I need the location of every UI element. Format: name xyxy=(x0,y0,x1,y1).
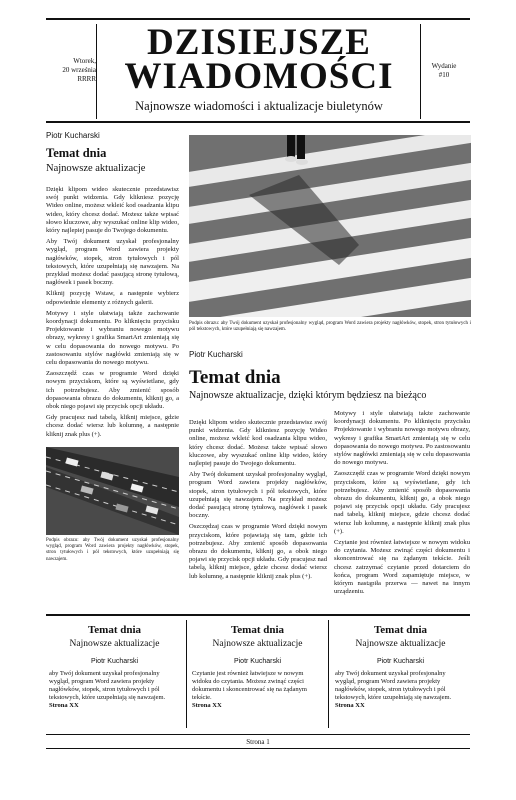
date-line: RRRR xyxy=(77,75,96,83)
title-line: DZISIEJSZE xyxy=(147,22,371,63)
footer-top-rule xyxy=(46,614,470,616)
newsletter-tagline: Najnowsze wiadomości i aktualizacje biuletynów xyxy=(135,99,383,113)
masthead-top-rule xyxy=(46,18,470,20)
highway-photo xyxy=(46,447,179,535)
paragraph: Aby Twój dokument uzyskał profesjonalny wygląd, program Word zawiera projekty nagłówków, stopek, stron tytułowych i pól tekstowych, które uzupełniają się nawzajem. Na przykład możesz dodać pasującą stronę tytułową, nagłówek i pasek boczny. xyxy=(46,238,179,287)
paragraph: Zaoszczędź czas w programie Word dzięki nowym przyciskom, które są wyświetlane, gdy ich potrzebujesz. Aby zmienić sposób dopasowania obrazu do dokumentu, kliknij go, a obok niego pojawi się przycisk opcji układu. xyxy=(46,370,179,411)
paragraph: Dzięki klipom wideo skutecznie przedstawisz swój punkt widzenia. Gdy klikniesz pozycję Wideo online, możesz wkleić kod osadzania klipu wideo, który chcesz dodać. Możesz także wpisać słowo kluczowe, aby wyszukać online klip wideo, który najlepiej pasuje do Twojego dokumentu. xyxy=(189,419,327,468)
paragraph: Oszczędzaj czas w programie Word dzięki nowym przyciskom, które pojawiają się tam, gdzie ich potrzebujesz. Aby zmienić sposób dopasowania obrazu do dokumentu, kliknij go, a obok niego pojawi się przycisk opcji układu. Gdy pracujesz nad tabelą, kliknij miejsce, gdzie chcesz dodać wiersz lub kolumnę, a następnie kliknij znak plus (+). xyxy=(189,523,327,580)
edition-label: Wydanie xyxy=(431,62,457,70)
teaser-title: Temat dnia xyxy=(230,624,285,636)
crosswalk-photo-caption: Podpis obrazu: aby Twój dokument uzyskał profesjonalny wygląd, program Word zawiera projekty nagłówków, stopek, stron tytułowych i pól tekstowych, które uzupełniają się nawzajem. xyxy=(189,321,471,333)
highway-image xyxy=(46,447,179,535)
article-title: Temat dnia xyxy=(46,146,107,160)
paragraph: Motywy i style ułatwiają także zachowanie koordynacji dokumentu. Po kliknięciu przycisku Projektowanie i wybraniu nowego motywu obrazy, wykresy i grafika SmartArt zmieniają się w celu dopasowania do nowego motywu. Po zastosowaniu stylów nagłówki zmieniają się w celu dopasowania do nowego motywu. xyxy=(46,309,179,367)
date-line: Wtorek, xyxy=(73,57,96,65)
article-author: Piotr Kucharski xyxy=(46,131,100,140)
teaser-body: aby Twój dokument uzyskał profesjonalny wygląd, program Word zawiera projekty nagłówków, stopek, stron tytułowych i pól tekstowych, które uzupełniają się nawzajem. xyxy=(335,670,452,701)
teaser-subtitle: Najnowsze aktualizacje xyxy=(212,639,303,649)
crosswalk-image xyxy=(189,135,471,317)
edition-number xyxy=(424,62,464,80)
footer-teaser xyxy=(192,624,323,709)
footer-teaser xyxy=(49,624,180,709)
footer-teaser xyxy=(335,624,466,709)
edition-value: #10 xyxy=(438,71,450,79)
highway-photo-caption: Podpis obrazu: aby Twój dokument uzyskał profesjonalny wygląd, program Word zawiera projekty nagłówków, stopek, stron tytułowych i pól tekstowych, które uzupełniają się nawzajem. xyxy=(46,538,179,562)
paragraph: Zaoszczędź czas w programie Word dzięki nowym przyciskom, które są wyświetlane, gdy ich potrzebujesz. Aby zmienić sposób dopasowania obrazu do dokumentu, kliknij go, a obok niego pojawi się przycisk opcji układu. Gdy pracujesz nad tabelą, kliknij miejsce, gdzie chcesz dodać wiersz lub kolumnę, a następnie kliknij znak plus (+). xyxy=(334,470,470,535)
teaser-page-link[interactable]: Strona XX xyxy=(49,702,79,709)
teaser-author: Piotr Kucharski xyxy=(376,658,425,665)
page-footer-rule-left xyxy=(46,734,470,735)
teaser-body: Czytanie jest również łatwiejsze w nowym widoku do czytania. Możesz zwinąć części dokumentu i skoncentrować się na żądanym tekście. xyxy=(192,670,307,701)
teaser-author: Piotr Kucharski xyxy=(233,658,282,665)
paragraph: Motywy i style ułatwiają także zachowanie koordynacji dokumentu. Po kliknięciu przycisku Projektowanie i wybraniu nowego motywu obrazy, wykresy i grafika SmartArt zmieniają się w celu dopasowania do nowego motywu. Po zastosowaniu stylów nagłówki zmieniają się w celu dopasowania do nowego motywu. xyxy=(334,410,470,467)
left-article xyxy=(46,131,179,442)
masthead-left-divider xyxy=(96,24,97,119)
main-article-column-1 xyxy=(189,419,327,584)
main-article-subtitle: Najnowsze aktualizacje, dzięki którym będziesz na bieżąco xyxy=(189,390,427,401)
main-article-title: Temat dnia xyxy=(189,367,281,388)
article-body xyxy=(46,186,179,439)
teaser-title: Temat dnia xyxy=(87,624,142,636)
footer-divider xyxy=(328,620,329,728)
footer-divider xyxy=(186,620,187,728)
paragraph: Kliknij pozycję Wstaw, a następnie wybierz odpowiednie elementy z różnych galerii. xyxy=(46,290,179,306)
crosswalk-photo xyxy=(189,135,471,317)
masthead-right-divider xyxy=(420,24,421,119)
teaser-subtitle: Najnowsze aktualizacje xyxy=(69,639,160,649)
teaser-page-link[interactable]: Strona XX xyxy=(192,702,222,709)
title-line: WIADOMOŚCI xyxy=(124,56,394,97)
paragraph: Czytanie jest również łatwiejsze w nowym widoku do czytania. Możesz zwinąć części dokumentu i skoncentrować się na żądanym tekście. Jeśli chcesz zatrzymać czytanie przed dotarciem do końca, program Word zapamiętuje miejsce, w którym nastąpiła przerwa — nawet na innym urządzeniu. xyxy=(334,539,470,596)
teaser-page-link[interactable]: Strona XX xyxy=(335,702,365,709)
main-article-author: Piotr Kucharski xyxy=(189,350,243,359)
teaser-author: Piotr Kucharski xyxy=(90,658,139,665)
article-subtitle: Najnowsze aktualizacje xyxy=(46,163,146,174)
paragraph: Gdy pracujesz nad tabelą, kliknij miejsce, gdzie chcesz dodać wiersz lub kolumnę, a następnie kliknij znak plus (+). xyxy=(46,414,179,438)
paragraph: Dzięki klipom wideo skutecznie przedstawisz swój punkt widzenia. Gdy klikniesz pozycję Wideo online, możesz wkleić kod osadzania klipu wideo, który chcesz dodać. Możesz także wpisać słowo kluczowe, aby wyszukać online klip wideo, który najlepiej pasuje do Twojego dokumentu. xyxy=(46,186,179,235)
newsletter-title xyxy=(98,22,420,97)
teaser-body: aby Twój dokument uzyskał profesjonalny wygląd, program Word zawiera projekty nagłówków, stopek, stron tytułowych i pól tekstowych, które uzupełniają się nawzajem. xyxy=(49,670,166,701)
main-article-column-2 xyxy=(334,410,470,599)
page-footer-rule-bottom xyxy=(46,748,470,749)
page-number: Strona 1 xyxy=(246,738,270,746)
teaser-subtitle: Najnowsze aktualizacje xyxy=(355,639,446,649)
teaser-title: Temat dnia xyxy=(373,624,428,636)
paragraph: Aby Twój dokument uzyskał profesjonalny wygląd, program Word zawiera projekty nagłówków, stopek, stron tytułowych i pól tekstowych, które uzupełniają się nawzajem. Na przykład możesz dodać pasującą stronę tytułową, nagłówek i pasek boczny. xyxy=(189,471,327,520)
date-line: 20 września xyxy=(62,66,96,74)
masthead-bottom-rule xyxy=(46,121,470,123)
issue-date xyxy=(48,57,96,84)
